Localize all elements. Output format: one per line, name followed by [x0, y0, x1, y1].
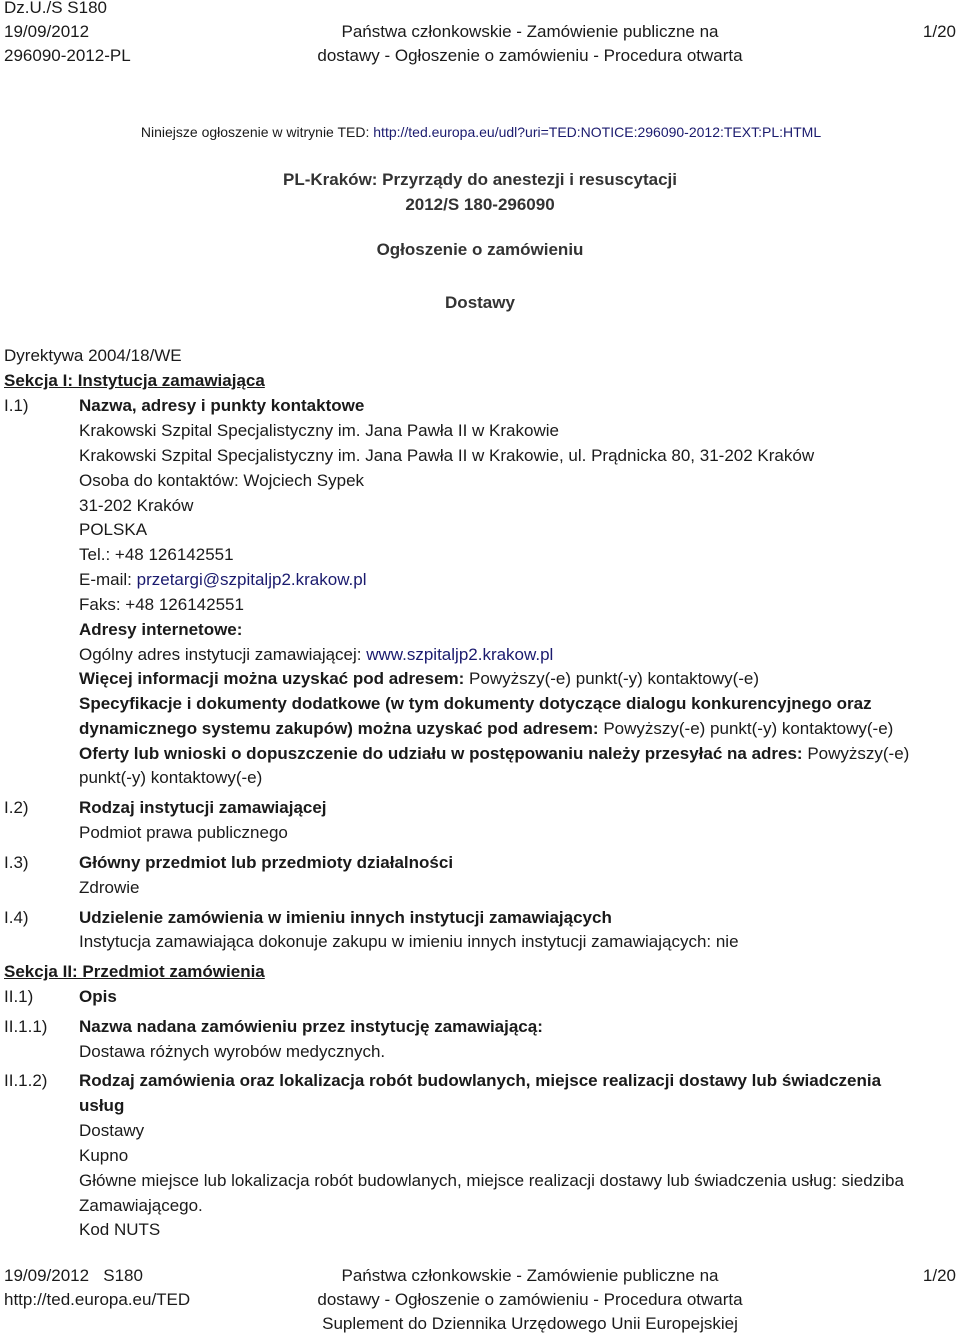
- offers-label: Oferty lub wnioski o dopuszczenie do udziału w postępowaniu należy przesyłać na adres:: [79, 744, 808, 763]
- spec-row: [79, 719, 893, 739]
- i1-title: Nazwa, adresy i punkty kontaktowe: [79, 396, 365, 415]
- ii12-line: Dostawy: [79, 1121, 145, 1140]
- internet-addresses-heading: Adresy internetowe:: [79, 620, 243, 639]
- footer-page: 1/20: [922, 1266, 956, 1285]
- spec-value: Powyższy(-e) punkt(-y) kontaktowy(-e): [603, 719, 894, 738]
- header-page: 1/20: [922, 22, 956, 41]
- footer-series: S180: [103, 1266, 143, 1285]
- contact-line: Krakowski Szpital Specjalistyczny im. Jana Pawła II w Krakowie: [79, 421, 559, 440]
- notice-ref-number: 2012/S 180-296090: [405, 195, 555, 214]
- contact-line: Osoba do kontaktów: Wojciech Sypek: [79, 471, 365, 490]
- ii11-value: Dostawa różnych wyrobów medycznych.: [79, 1042, 386, 1061]
- ii12-line: Kupno: [79, 1146, 129, 1165]
- offers-row: [79, 744, 909, 764]
- ii1-number: II.1): [4, 987, 34, 1006]
- i3-value: Zdrowie: [79, 878, 140, 897]
- i2-value: Podmiot prawa publicznego: [79, 823, 288, 842]
- notice-type: Ogłoszenie o zamówieniu: [376, 240, 584, 259]
- general-address-link[interactable]: www.szpitaljp2.krakow.pl: [366, 645, 554, 664]
- header-date: 19/09/2012: [4, 22, 90, 41]
- i2-number: I.2): [4, 798, 29, 817]
- ii12-location-line1: Główne miejsce lub lokalizacja robót budowlanych, miejsce realizacji dostawy lub świadczenia usług: siedziba: [79, 1171, 904, 1190]
- ii11-number: II.1.1): [4, 1017, 48, 1036]
- contract-type: Dostawy: [445, 293, 515, 312]
- i1-number: I.1): [4, 396, 29, 415]
- contact-line: POLSKA: [79, 520, 148, 539]
- ii12-title-line2: usług: [79, 1096, 125, 1115]
- spec-label-line1: Specyfikacje i dokumenty dodatkowe (w tym dokumenty dotyczące dialogu konkurencyjnego oraz: [79, 694, 872, 713]
- directive: Dyrektywa 2004/18/WE: [4, 346, 182, 365]
- ii12-nuts-label: Kod NUTS: [79, 1220, 161, 1239]
- email-link[interactable]: przetargi@szpitaljp2.krakow.pl: [136, 570, 367, 589]
- footer-date: 19/09/2012: [4, 1266, 90, 1285]
- footer-title-line1: Państwa członkowskie - Zamówienie publiczne na: [341, 1266, 719, 1285]
- general-address-label: Ogólny adres instytucji zamawiającej:: [79, 645, 367, 664]
- ii12-location-line2: Zamawiającego.: [79, 1196, 203, 1215]
- general-address-row: [79, 645, 553, 665]
- notice-prefix: Niniejsze ogłoszenie w witrynie TED:: [140, 124, 374, 140]
- email-row: [79, 570, 366, 590]
- email-label: E-mail:: [79, 570, 137, 589]
- contact-line: 31-202 Kraków: [79, 496, 194, 515]
- header-journal: Dz.U./S S180: [4, 0, 107, 17]
- header-title-line1: Państwa członkowskie - Zamówienie publiczne na: [341, 22, 719, 41]
- footer-title-line2: dostawy - Ogłoszenie o zamówieniu - Procedura otwarta: [317, 1290, 743, 1309]
- i4-title: Udzielenie zamówienia w imieniu innych instytucji zamawiających: [79, 908, 612, 927]
- notice-line: [1, 124, 960, 140]
- ii11-title: Nazwa nadana zamówieniu przez instytucję zamawiającą:: [79, 1017, 543, 1036]
- contact-line: Tel.: +48 126142551: [79, 545, 234, 564]
- ii1-title: Opis: [79, 987, 117, 1006]
- i3-title: Główny przedmiot lub przedmioty działalności: [79, 853, 454, 872]
- ii12-number: II.1.2): [4, 1071, 48, 1090]
- section-2-heading: Sekcja II: Przedmiot zamówienia: [4, 962, 265, 981]
- i3-number: I.3): [4, 853, 29, 872]
- fax-line: Faks: +48 126142551: [79, 595, 244, 614]
- contact-line: Krakowski Szpital Specjalistyczny im. Jana Pawła II w Krakowie, ul. Prądnicka 80, 31-202 Kraków: [79, 446, 815, 465]
- more-info-value: Powyższy(-e) punkt(-y) kontaktowy(-e): [469, 669, 760, 688]
- header-title-line2: dostawy - Ogłoszenie o zamówieniu - Procedura otwarta: [317, 46, 743, 65]
- section-1-heading: Sekcja I: Instytucja zamawiająca: [4, 371, 265, 390]
- offers-value-line2: punkt(-y) kontaktowy(-e): [79, 768, 263, 787]
- spec-label-line2: dynamicznego systemu zakupów) można uzyskać pod adresem:: [79, 719, 604, 738]
- i4-number: I.4): [4, 908, 29, 927]
- i4-value: Instytucja zamawiająca dokonuje zakupu w imieniu innych instytucji zamawiających: nie: [79, 932, 739, 951]
- notice-url-link[interactable]: http://ted.europa.eu/udl?uri=TED:NOTICE:296090-2012:TEXT:PL:HTML: [373, 124, 822, 140]
- more-info-label: Więcej informacji można uzyskać pod adresem:: [79, 669, 470, 688]
- footer-supplement: Suplement do Dziennika Urzędowego Unii Europejskiej: [322, 1314, 738, 1333]
- footer-url[interactable]: http://ted.europa.eu/TED: [4, 1290, 191, 1309]
- ii12-title-line1: Rodzaj zamówienia oraz lokalizacja robót budowlanych, miejsce realizacji dostawy lub świadczenia: [79, 1071, 882, 1090]
- header-ref: 296090-2012-PL: [4, 46, 131, 65]
- offers-value-line1: Powyższy(-e): [807, 744, 910, 763]
- i2-title: Rodzaj instytucji zamawiającej: [79, 798, 327, 817]
- more-info-row: [79, 669, 759, 689]
- notice-title: PL-Kraków: Przyrządy do anestezji i resuscytacji: [283, 170, 677, 189]
